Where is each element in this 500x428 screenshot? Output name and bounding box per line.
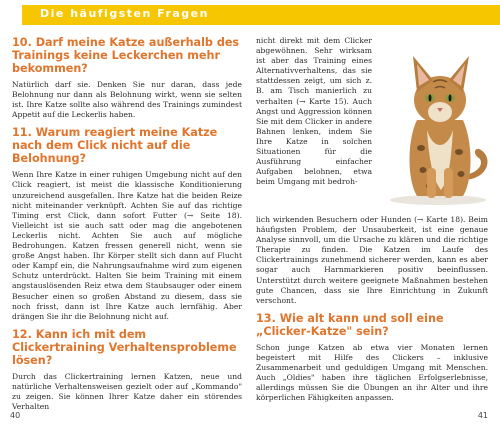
- question-11: 11. Warum reagiert meine Katze nach dem Click nicht auf die Belohnung?: [12, 126, 218, 166]
- chapter-header: [0, 0, 500, 30]
- answer-13: Schon junge Katzen ab etwa vier Monaten lernen begeistert mit Hilfe des Clickers – inklusive Zusammenarbeit und geduldigen Umgang mit Menschen. Auch „Oldies" haben ihre täglichen Erfolgserlebnisse, allerdings müssen Sie die Übungen an ihr Alter und ihre körperlichen Fähigkeiten anpassen.: [256, 342, 488, 403]
- answer-12: Durch das Clickertraining lernen Katzen, neue und natürliche Verhaltensweisen gezielt oder auf „Kommando" zu zeigen. Sie können Ihrer Katze daher ein störendes Verhalten: [12, 371, 242, 412]
- left-page: [12, 36, 242, 418]
- answer-11: Wenn Ihre Katze in einer ruhigen Umgebung nicht auf den Click reagiert, ist meist die klassische Konditionierung unzureichend ausgefallen. Ihre Katze hat die beiden Reize nicht miteinander verknüpft. Achten Sie auf das richtige Timing erst Click, dann sofort Futter (→ Seite 18). Vielleicht ist sie auch satt oder mag die angebotenen Leckerlis nicht. Achten Sie auch auf mögliche Bedrohungen. Katzen fressen generell nicht, wenn sie große Angst haben. Ihr Körper stellt sich dann auf Flucht oder Kampf ein, die Nahrungsaufnahme wird zum eigenen Schutz unterdrückt. Halten Sie beim Training mit einem angstauslösenden Reiz etwa dem Staubsauger oder einem Besucher einen so großen Abstand zu diesem, dass sie noch frisst, dann ist Ihre Katze auch lernfähig. Aber drängen Sie ihr die Belohnung nicht auf.: [12, 170, 242, 321]
- question-12: 12. Kann ich mit dem Clickertraining Verhaltensprobleme lösen?: [12, 327, 237, 367]
- right-page: [256, 215, 488, 409]
- cat-photo: [377, 30, 499, 206]
- answer-10: Natürlich darf sie. Denken Sie nur daran, dass jede Belohnung nur dann als Belohnung wirkt, wenn sie selten ist. Ihre Katze sollte also während des Trainings zumindest Appetit auf die Leckerlis haben.: [12, 80, 242, 120]
- question-13: 13. Wie alt kann und soll eine „Clicker-Katze" sein?: [256, 311, 444, 338]
- page-number-right: 41: [477, 411, 488, 420]
- chapter-title: Die häufigsten Fragen: [40, 7, 209, 20]
- right-wrap-column: [256, 36, 372, 187]
- question-10: 10. Darf meine Katze außerhalb des Trainings keine Leckerchen mehr bekommen?: [12, 36, 240, 75]
- page-number-left: 40: [10, 411, 21, 420]
- answer-12-continued-wrap: nicht direkt mit dem Clicker abgewöhnen. Sehr wirksam ist aber das Training eines Alternativverhaltens, das sie stattdessen zeigt, um sich z. B. am Tisch manierlich zu verhalten (→ Karte 15). Auch Angst und Aggression können Sie mit dem Clicker in andere Bahnen lenken, indem Sie Ihre Katze in solchen Situationen für die Ausführung einfacher Aufgaben belohnen, etwa beim Umgang mit bedroh-: [256, 36, 372, 187]
- answer-12-continued: lich wirkenden Besuchern oder Hunden (→ Karte 18). Beim häufigsten Problem, der Unsauberkeit, ist eine genaue Analyse sinnvoll, um die Ursache zu klären und die richtige Therapie zu finden. Die Katzen im Laufe des Clickertrainings zunehmend sicherer werden, kann es aber sogar auch Harnmarkieren positiv beeinflussen. Unterstützt durch weitere geeignete Maßnahmen bestehen gute Chancen, dass sie Ihre Einrichtung in Zukunft verschont.: [256, 215, 488, 305]
